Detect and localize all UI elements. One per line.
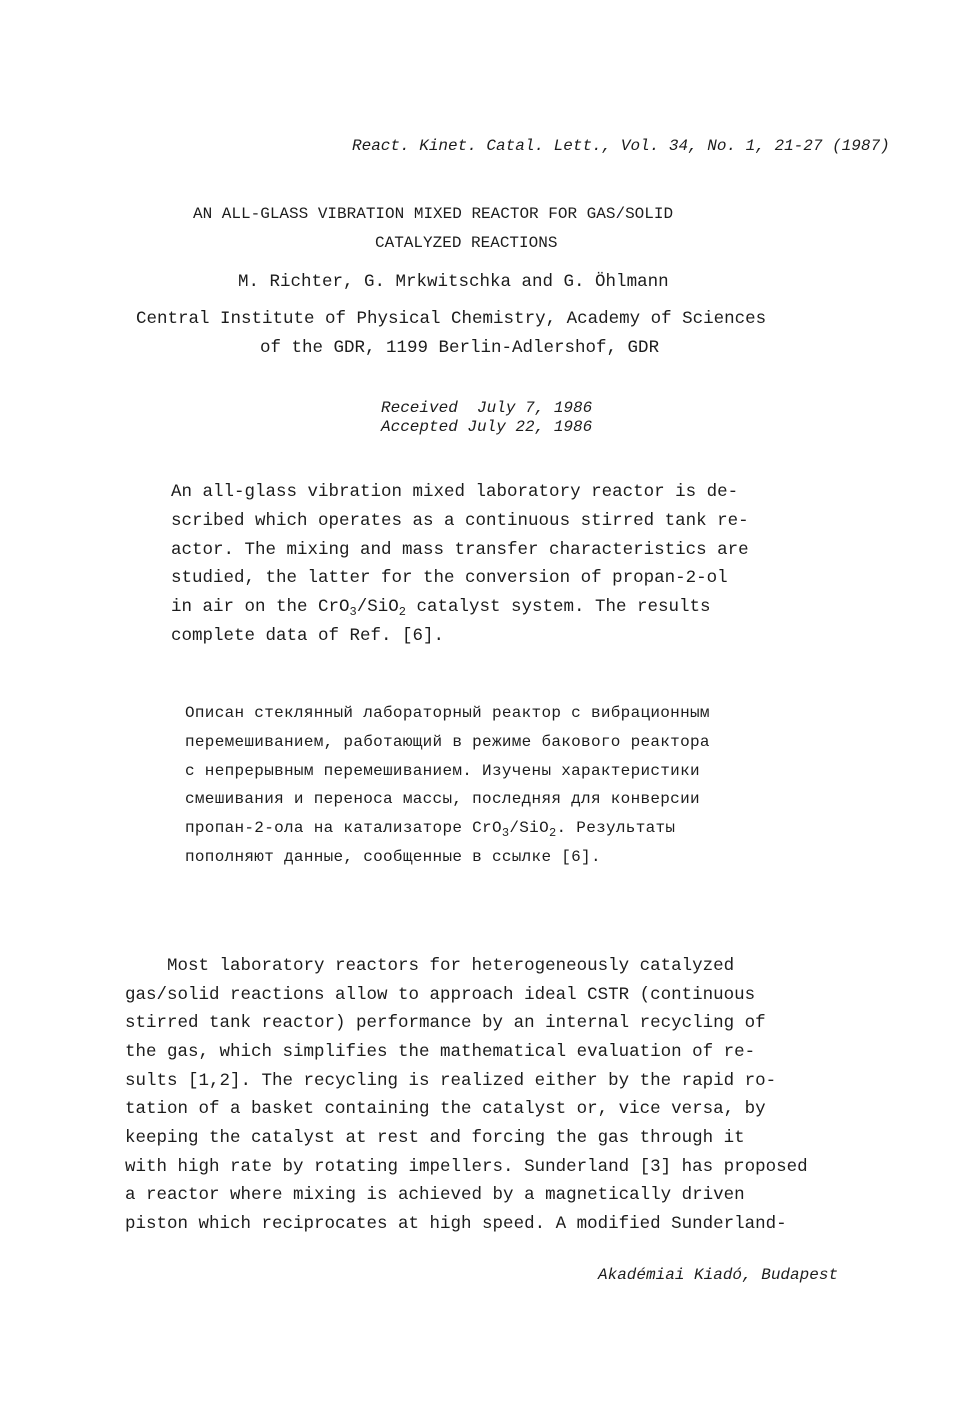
subscript: 3: [501, 826, 510, 840]
body-line: the gas, which simplifies the mathematical evaluation of re-: [125, 1042, 756, 1062]
abstract-ru-line: с непрерывным перемешиванием. Изучены характеристики: [185, 762, 700, 780]
text-fragment: /SiO: [509, 819, 549, 837]
abstract-en-line: scribed which operates as a continuous stirred tank re-: [171, 511, 749, 531]
body-line: a reactor where mixing is achieved by a magnetically driven: [125, 1185, 745, 1205]
subscript: 2: [398, 605, 406, 619]
publisher-footer: Akadémiai Kiadó, Budapest: [598, 1266, 839, 1284]
body-line: piston which reciprocates at high speed. A modified Sunderland-: [125, 1214, 787, 1234]
affiliation-line-1: Central Institute of Physical Chemistry, Academy of Sciences: [136, 309, 767, 329]
body-line: sults [1,2]. The recycling is realized either by the rapid ro-: [125, 1071, 777, 1091]
text-fragment: in air on the CrO: [171, 597, 350, 617]
paper-title-line-2: CATALYZED REACTIONS: [375, 234, 558, 252]
received-date: Received July 7, 1986: [381, 399, 593, 417]
body-line: Most laboratory reactors for heterogeneously catalyzed: [125, 956, 735, 976]
abstract-en-line: [171, 597, 711, 617]
text-fragment: catalyst system. The results: [405, 597, 711, 617]
body-line: keeping the catalyst at rest and forcing the gas through it: [125, 1128, 745, 1148]
authors: M. Richter, G. Mrkwitschka and G. Öhlmann: [238, 272, 669, 292]
abstract-en-line: complete data of Ref. [6].: [171, 626, 445, 646]
text-fragment: пропан-2-ола на катализаторе CrO: [185, 819, 502, 837]
abstract-ru-line: Описан стеклянный лабораторный реактор с вибрационным: [185, 704, 710, 722]
abstract-ru-line: [185, 818, 675, 838]
subscript: 2: [548, 826, 557, 840]
abstract-ru-line: перемешиванием, работающий в режиме бакового реактора: [185, 733, 710, 751]
accepted-date: Accepted July 22, 1986: [381, 418, 593, 436]
abstract-en-line: actor. The mixing and mass transfer characteristics are: [171, 540, 749, 560]
abstract-ru-line: смешивания и переноса массы, последняя для конверсии: [185, 790, 700, 808]
body-line: gas/solid reactions allow to approach ideal CSTR (continuous: [125, 985, 756, 1005]
affiliation-line-2: of the GDR, 1199 Berlin-Adlershof, GDR: [260, 338, 660, 358]
body-line: tation of a basket containing the catalyst or, vice versa, by: [125, 1099, 766, 1119]
body-line: with high rate by rotating impellers. Sunderland [3] has proposed: [125, 1157, 808, 1177]
abstract-en-line: studied, the latter for the conversion of propan-2-ol: [171, 568, 728, 588]
paper-title-line-1: AN ALL-GLASS VIBRATION MIXED REACTOR FOR GAS/SOLID: [193, 205, 674, 223]
text-fragment: . Результаты: [556, 819, 676, 837]
journal-citation: React. Kinet. Catal. Lett., Vol. 34, No. 1, 21-27 (1987): [352, 137, 890, 155]
body-line: stirred tank reactor) performance by an internal recycling of: [125, 1013, 766, 1033]
subscript: 3: [349, 605, 357, 619]
abstract-en-line: An all-glass vibration mixed laboratory reactor is de-: [171, 482, 739, 502]
abstract-ru-line: пополняют данные, сообщенные в ссылке [6].: [185, 848, 601, 866]
text-fragment: /SiO: [356, 597, 399, 617]
